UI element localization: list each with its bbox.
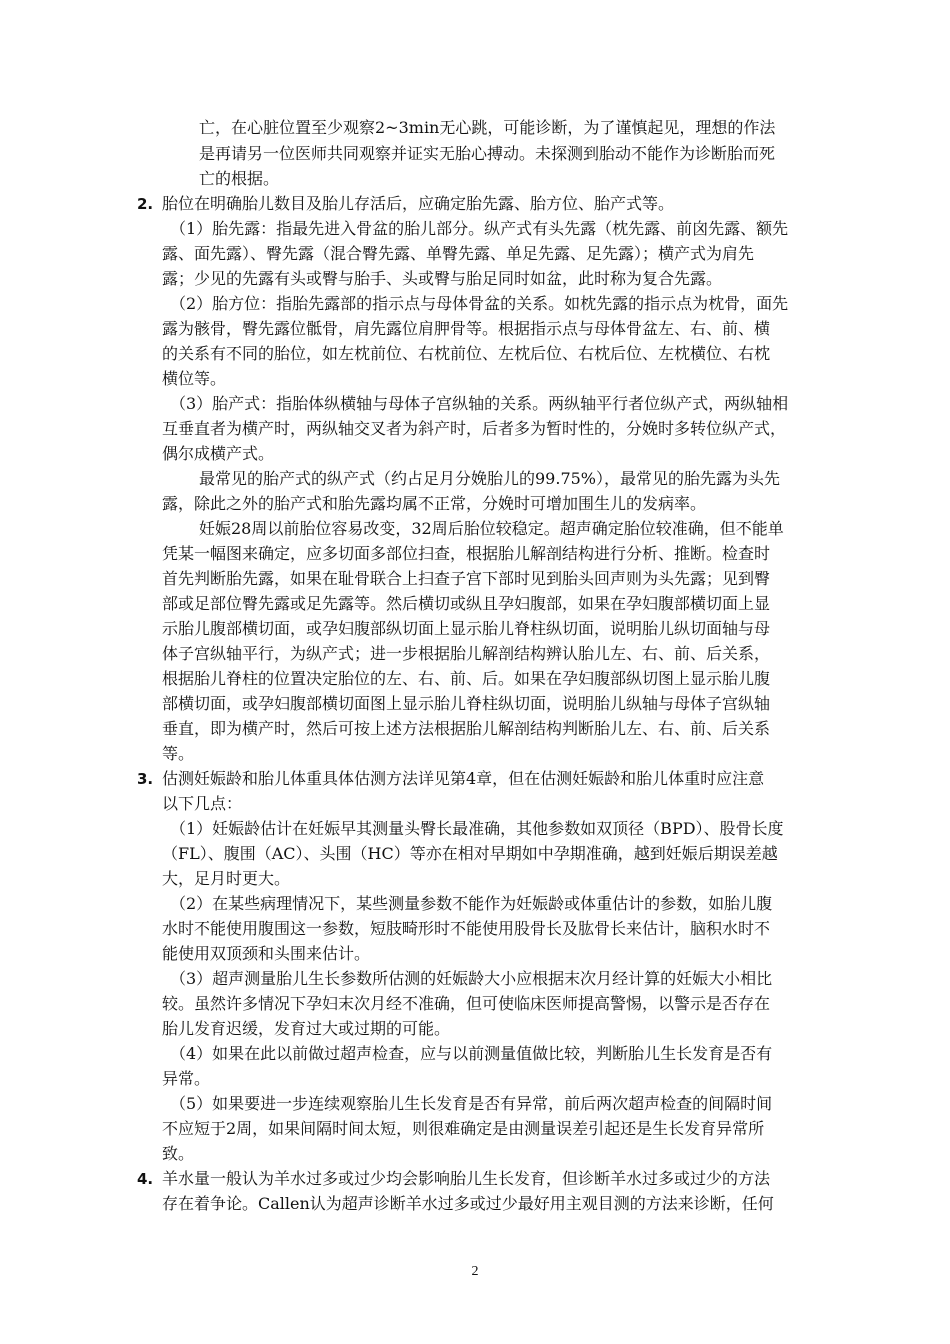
text-line: 亡，在心脏位置至少观察2~3min无心跳，可能诊断，为了谨慎起见，理想的作法 <box>199 118 776 137</box>
section-number: 4. <box>137 1170 154 1188</box>
text-line: 露、面先露）、臀先露（混合臀先露、单臀先露、单足先露、足先露）；横产式为肩先 <box>162 244 755 263</box>
text-line: 的关系有不同的胎位，如左枕前位、右枕前位、左枕后位、右枕后位、左枕横位、右枕 <box>162 344 771 363</box>
text-line: 根据胎儿脊柱的位置决定胎位的左、右、前、后。如果在孕妇腹部纵切图上显示胎儿腹 <box>162 669 771 688</box>
text-line: 致。 <box>162 1144 195 1163</box>
text-line: （1）妊娠龄估计在妊娠早其测量头臀长最准确，其他参数如双顶径（BPD）、股骨长度 <box>170 819 784 838</box>
text-line: 能使用双顶颈和头围来估计。 <box>162 944 371 963</box>
text-line: 露；少见的先露有头或臀与胎手、头或臀与胎足同时如盆，此时称为复合先露。 <box>162 269 723 288</box>
text-line: 存在着争论。Callen认为超声诊断羊水过多或过少最好用主观目测的方法来诊断，任何 <box>162 1194 774 1213</box>
text-line: 以下几点： <box>162 794 243 813</box>
text-line: 互垂直者为横产时，两纵轴交叉者为斜产时，后者多为暂时性的，分娩时多转位纵产式， <box>162 419 787 438</box>
text-line: 较。虽然许多情况下孕妇末次月经不准确，但可使临床医师提高警惕，以警示是否存在 <box>162 994 771 1013</box>
text-line: 最常见的胎产式的纵产式（约占足月分娩胎儿的99.75%），最常见的胎先露为头先 <box>199 469 781 488</box>
text-line: 羊水量一般认为羊水过多或过少均会影响胎儿生长发育，但诊断羊水过多或过少的方法 <box>162 1169 771 1188</box>
page-number: 2 <box>471 1264 479 1279</box>
text-line: 不应短于2周，如果间隔时间太短，则很难确定是由测量误差引起还是生长发育异常所 <box>162 1119 765 1138</box>
text-line: （3）超声测量胎儿生长参数所估测的妊娠龄大小应根据末次月经计算的妊娠大小相比 <box>170 969 773 988</box>
text-line: 露为骸骨，臀先露位骶骨，肩先露位肩胛骨等。根据指示点与母体骨盆左、右、前、横 <box>162 319 771 338</box>
text-line: 水时不能使用腹围这一参数，短肢畸形时不能使用股骨长及肱骨长来估计，脑积水时不 <box>162 919 771 938</box>
text-line: 凭某一幅图来确定，应多切面多部位扫查，根据胎儿解剖结构进行分析、推断。检查时 <box>162 544 771 563</box>
text-line: 垂直，即为横产时，然后可按上述方法根据胎儿解剖结构判断胎儿左、右、前、后关系 <box>162 719 771 738</box>
text-line: 是再请另一位医师共同观察并证实无胎心搏动。未探测到胎动不能作为诊断胎而死 <box>199 144 776 163</box>
text-line: （5）如果要进一步连续观察胎儿生长发育是否有异常，前后两次超声检查的间隔时间 <box>170 1094 773 1113</box>
text-line: 横位等。 <box>162 369 227 388</box>
text-line: 部或足部位臀先露或足先露等。然后横切或纵且孕妇腹部，如果在孕妇腹部横切面上显 <box>162 594 771 613</box>
text-line: 异常。 <box>162 1069 211 1088</box>
text-line: 胎位在明确胎儿数目及胎儿存活后，应确定胎先露、胎方位、胎产式等。 <box>162 194 675 213</box>
text-line: 露，除此之外的胎产式和胎先露均属不正常，分娩时可增加围生儿的发病率。 <box>162 494 707 513</box>
text-line: （1）胎先露：指最先进入骨盆的胎儿部分。纵产式有头先露（枕先露、前囟先露、额先 <box>170 219 789 238</box>
section-number: 3. <box>137 770 154 788</box>
text-line: 估测妊娠龄和胎儿体重具体估测方法详见第4章，但在估测妊娠龄和胎儿体重时应注意 <box>162 769 765 788</box>
text-line: 首先判断胎先露，如果在耻骨联合上扫查子宫下部时见到胎头回声则为头先露；见到臀 <box>162 569 771 588</box>
section-number: 2. <box>137 195 154 213</box>
text-line: 妊娠28周以前胎位容易改变，32周后胎位较稳定。超声确定胎位较准确，但不能单 <box>199 519 784 538</box>
text-line: （4）如果在此以前做过超声检查，应与以前测量值做比较，判断胎儿生长发育是否有 <box>170 1044 773 1063</box>
text-line: 体子宫纵轴平行，为纵产式；进一步根据胎儿解剖结构辨认胎儿左、右、前、后关系， <box>162 644 771 663</box>
text-line: 亡的根据。 <box>199 169 280 188</box>
text-line: （FL）、腹围（AC）、头围（HC）等亦在相对早期如中孕期准确，越到妊娠后期误差越 <box>162 844 778 863</box>
text-line: 偶尔成横产式。 <box>162 444 275 463</box>
text-line: 等。 <box>162 744 195 763</box>
text-line: 示胎儿腹部横切面，或孕妇腹部纵切面上显示胎儿脊柱纵切面，说明胎儿纵切面轴与母 <box>162 619 771 638</box>
text-line: （2）胎方位：指胎先露部的指示点与母体骨盆的关系。如枕先露的指示点为枕骨，面先 <box>170 294 789 313</box>
text-line: 大，足月时更大。 <box>162 869 291 888</box>
text-line: 部横切面，或孕妇腹部横切面图上显示胎儿脊柱纵切面，说明胎儿纵轴与母体子宫纵轴 <box>162 694 771 713</box>
text-line: （3）胎产式：指胎体纵横轴与母体子宫纵轴的关系。两纵轴平行者位纵产式，两纵轴相 <box>170 394 789 413</box>
text-line: （2）在某些病理情况下，某些测量参数不能作为妊娠龄或体重估计的参数，如胎儿腹 <box>170 894 773 913</box>
text-line: 胎儿发育迟缓，发育过大或过期的可能。 <box>162 1019 451 1038</box>
